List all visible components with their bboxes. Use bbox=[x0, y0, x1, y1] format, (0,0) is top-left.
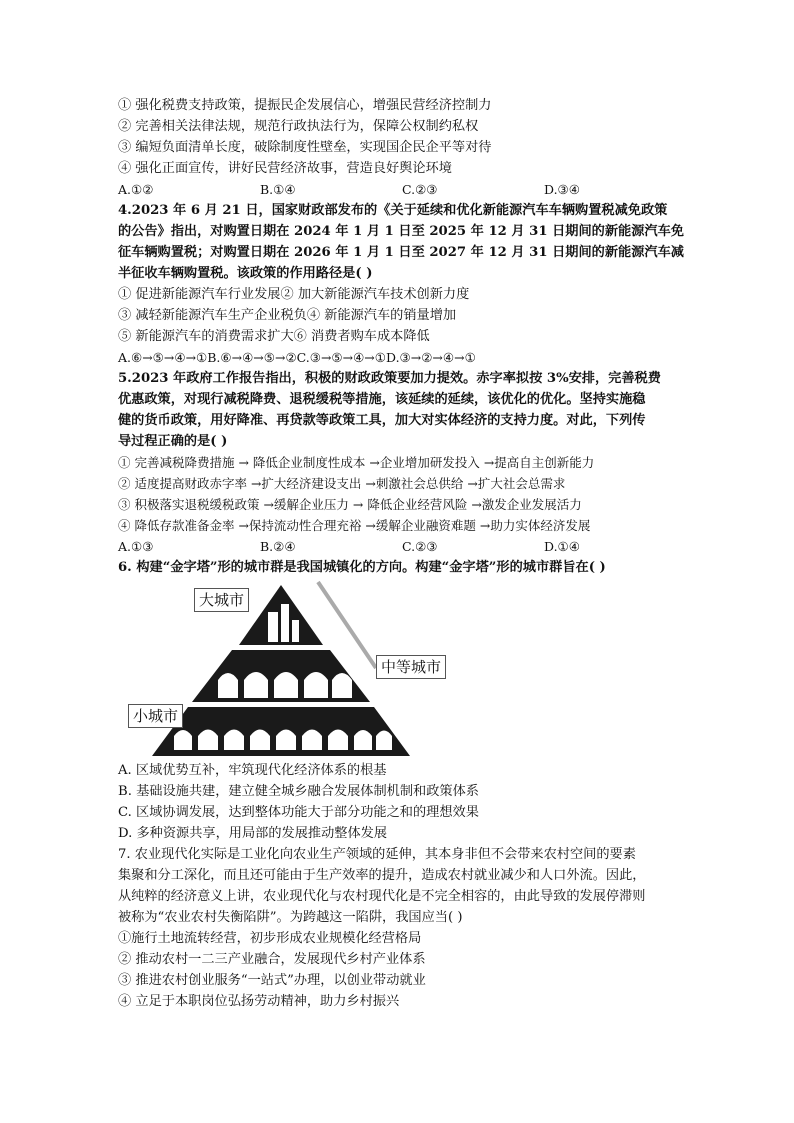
q5-choice-d: D.①④ bbox=[544, 539, 580, 554]
q5-choices bbox=[118, 536, 688, 557]
q3-item-4: ④ 强化正面宣传，讲好民营经济故事，营造良好舆论环境 bbox=[118, 161, 452, 176]
q3-item-2: ② 完善相关法律法规，规范行政执法行为，保障公权制约私权 bbox=[118, 119, 479, 134]
label-medium-city: 中等城市 bbox=[376, 655, 446, 679]
q4-stem-3: 征车辆购置税；对购置日期在 2026 年 1 月 1 日至 2027 年 12 月 31 日期间的新能源汽车减 bbox=[118, 245, 684, 260]
q5-stem-1: 5.2023 年政府工作报告指出，积极的财政政策要加力提效。赤字率拟按 3%安排，完善税费 bbox=[118, 371, 661, 386]
q6-option-d: D. 多种资源共享，用局部的发展推动整体发展 bbox=[118, 826, 388, 841]
q5-stem-3: 健的货币政策，用好降准、再贷款等政策工具，加大对实体经济的支持力度。对此，下列传 bbox=[118, 413, 646, 428]
q7-stem-1: 7. 农业现代化实际是工业化向农业生产领域的延伸，其本身非但不会带来农村空间的要素 bbox=[118, 847, 636, 862]
q4-stem-2: 的公告》指出，对购置日期在 2024 年 1 月 1 日至 2025 年 12 月 31 日期间的新能源汽车免 bbox=[118, 224, 684, 239]
q3-choice-c: C.②③ bbox=[402, 182, 438, 197]
q7-stem-2: 集聚和分工深化，而且还可能由于生产效率的提升，造成农村就业减少和人口外流。因此， bbox=[118, 868, 646, 883]
q3-choice-a: A.①② bbox=[118, 182, 154, 197]
q3-item-1: ① 强化税费支持政策，提振民企发展信心，增强民营经济控制力 bbox=[118, 98, 492, 113]
q7-item-4: ④ 立足于本职岗位弘扬劳动精神，助力乡村振兴 bbox=[118, 994, 400, 1009]
q7-item-2: ② 推动农村一二三产业融合，发展现代乡村产业体系 bbox=[118, 952, 426, 967]
q6-stem: 6. 构建“金字塔”形的城市群是我国城镇化的方向。构建“金字塔”形的城市群旨在( ) bbox=[118, 560, 606, 575]
q4-item-2: ③ 减轻新能源汽车生产企业税负④ 新能源汽车的销量增加 bbox=[118, 308, 457, 323]
q5-choice-c: C.②③ bbox=[402, 539, 438, 554]
q6-option-b: B. 基础设施共建，建立健全城乡融合发展体制机制和政策体系 bbox=[118, 784, 479, 799]
q4-item-1: ① 促进新能源汽车行业发展② 加大新能源汽车技术创新力度 bbox=[118, 287, 470, 302]
q7-stem-3: 从纯粹的经济意义上讲，农业现代化与农村现代化是不完全相容的，由此导致的发展停滞则 bbox=[118, 889, 646, 904]
q4-stem-1: 4.2023 年 6 月 21 日，国家财政部发布的《关于延续和优化新能源汽车车辆购置税减免政策 bbox=[118, 203, 668, 218]
q5-item-1: ① 完善减税降费措施 → 降低企业制度性成本 →企业增加研发投入 →提高自主创新能力 bbox=[118, 455, 595, 470]
q5-item-3: ③ 积极落实退税缓税政策 →缓解企业压力 → 降低企业经营风险 →激发企业发展活力 bbox=[118, 497, 582, 512]
label-big-city: 大城市 bbox=[194, 588, 249, 612]
question-5 bbox=[118, 368, 688, 557]
q3-choices bbox=[118, 179, 688, 200]
exam-page bbox=[118, 95, 688, 1012]
q7-stem-4: 被称为“农业农村失衡陷阱”。为跨越这一陷阱，我国应当( ) bbox=[118, 910, 463, 925]
q7-item-1: ①施行土地流转经营，初步形成农业规模化经营格局 bbox=[118, 931, 422, 946]
q6-option-c: C. 区域协调发展，达到整体功能大于部分功能之和的理想效果 bbox=[118, 805, 479, 820]
q5-choice-b: B.②④ bbox=[260, 539, 296, 554]
q6-option-a: A. 区域优势互补，牢筑现代化经济体系的根基 bbox=[118, 763, 387, 778]
label-small-city: 小城市 bbox=[128, 704, 183, 728]
question-7 bbox=[118, 844, 688, 1012]
city-pyramid-figure bbox=[118, 580, 458, 760]
q4-choices: A.⑥→⑤→④→①B.⑥→④→⑤→②C.③→⑤→④→①D.③→②→④→① bbox=[118, 350, 476, 365]
q3-options bbox=[118, 95, 688, 200]
q5-stem-2: 优惠政策，对现行减税降费、退税缓税等措施，该延续的延续，该优化的优化。坚持实施稳 bbox=[118, 392, 646, 407]
q3-choice-b: B.①④ bbox=[260, 182, 296, 197]
q5-item-4: ④ 降低存款准备金率 →保持流动性合理充裕 →缓解企业融资难题 →助力实体经济发展 bbox=[118, 518, 591, 533]
q5-choice-a: A.①③ bbox=[118, 539, 154, 554]
q7-item-3: ③ 推进农村创业服务“一站式”办理，以创业带动就业 bbox=[118, 973, 426, 988]
q5-item-2: ② 适度提高财政赤字率 →扩大经济建设支出 →刺激社会总供给 →扩大社会总需求 bbox=[118, 476, 566, 491]
q5-stem-4: 导过程正确的是( ) bbox=[118, 434, 228, 449]
q4-stem-4: 半征收车辆购置税。该政策的作用路径是( ) bbox=[118, 266, 373, 281]
q4-item-3: ⑤ 新能源汽车的消费需求扩大⑥ 消费者购车成本降低 bbox=[118, 329, 430, 344]
question-6 bbox=[118, 557, 688, 844]
q3-choice-d: D.③④ bbox=[544, 182, 580, 197]
q3-item-3: ③ 编短负面清单长度，破除制度性壁垒，实现国企民企平等对待 bbox=[118, 140, 492, 155]
question-4 bbox=[118, 200, 688, 368]
